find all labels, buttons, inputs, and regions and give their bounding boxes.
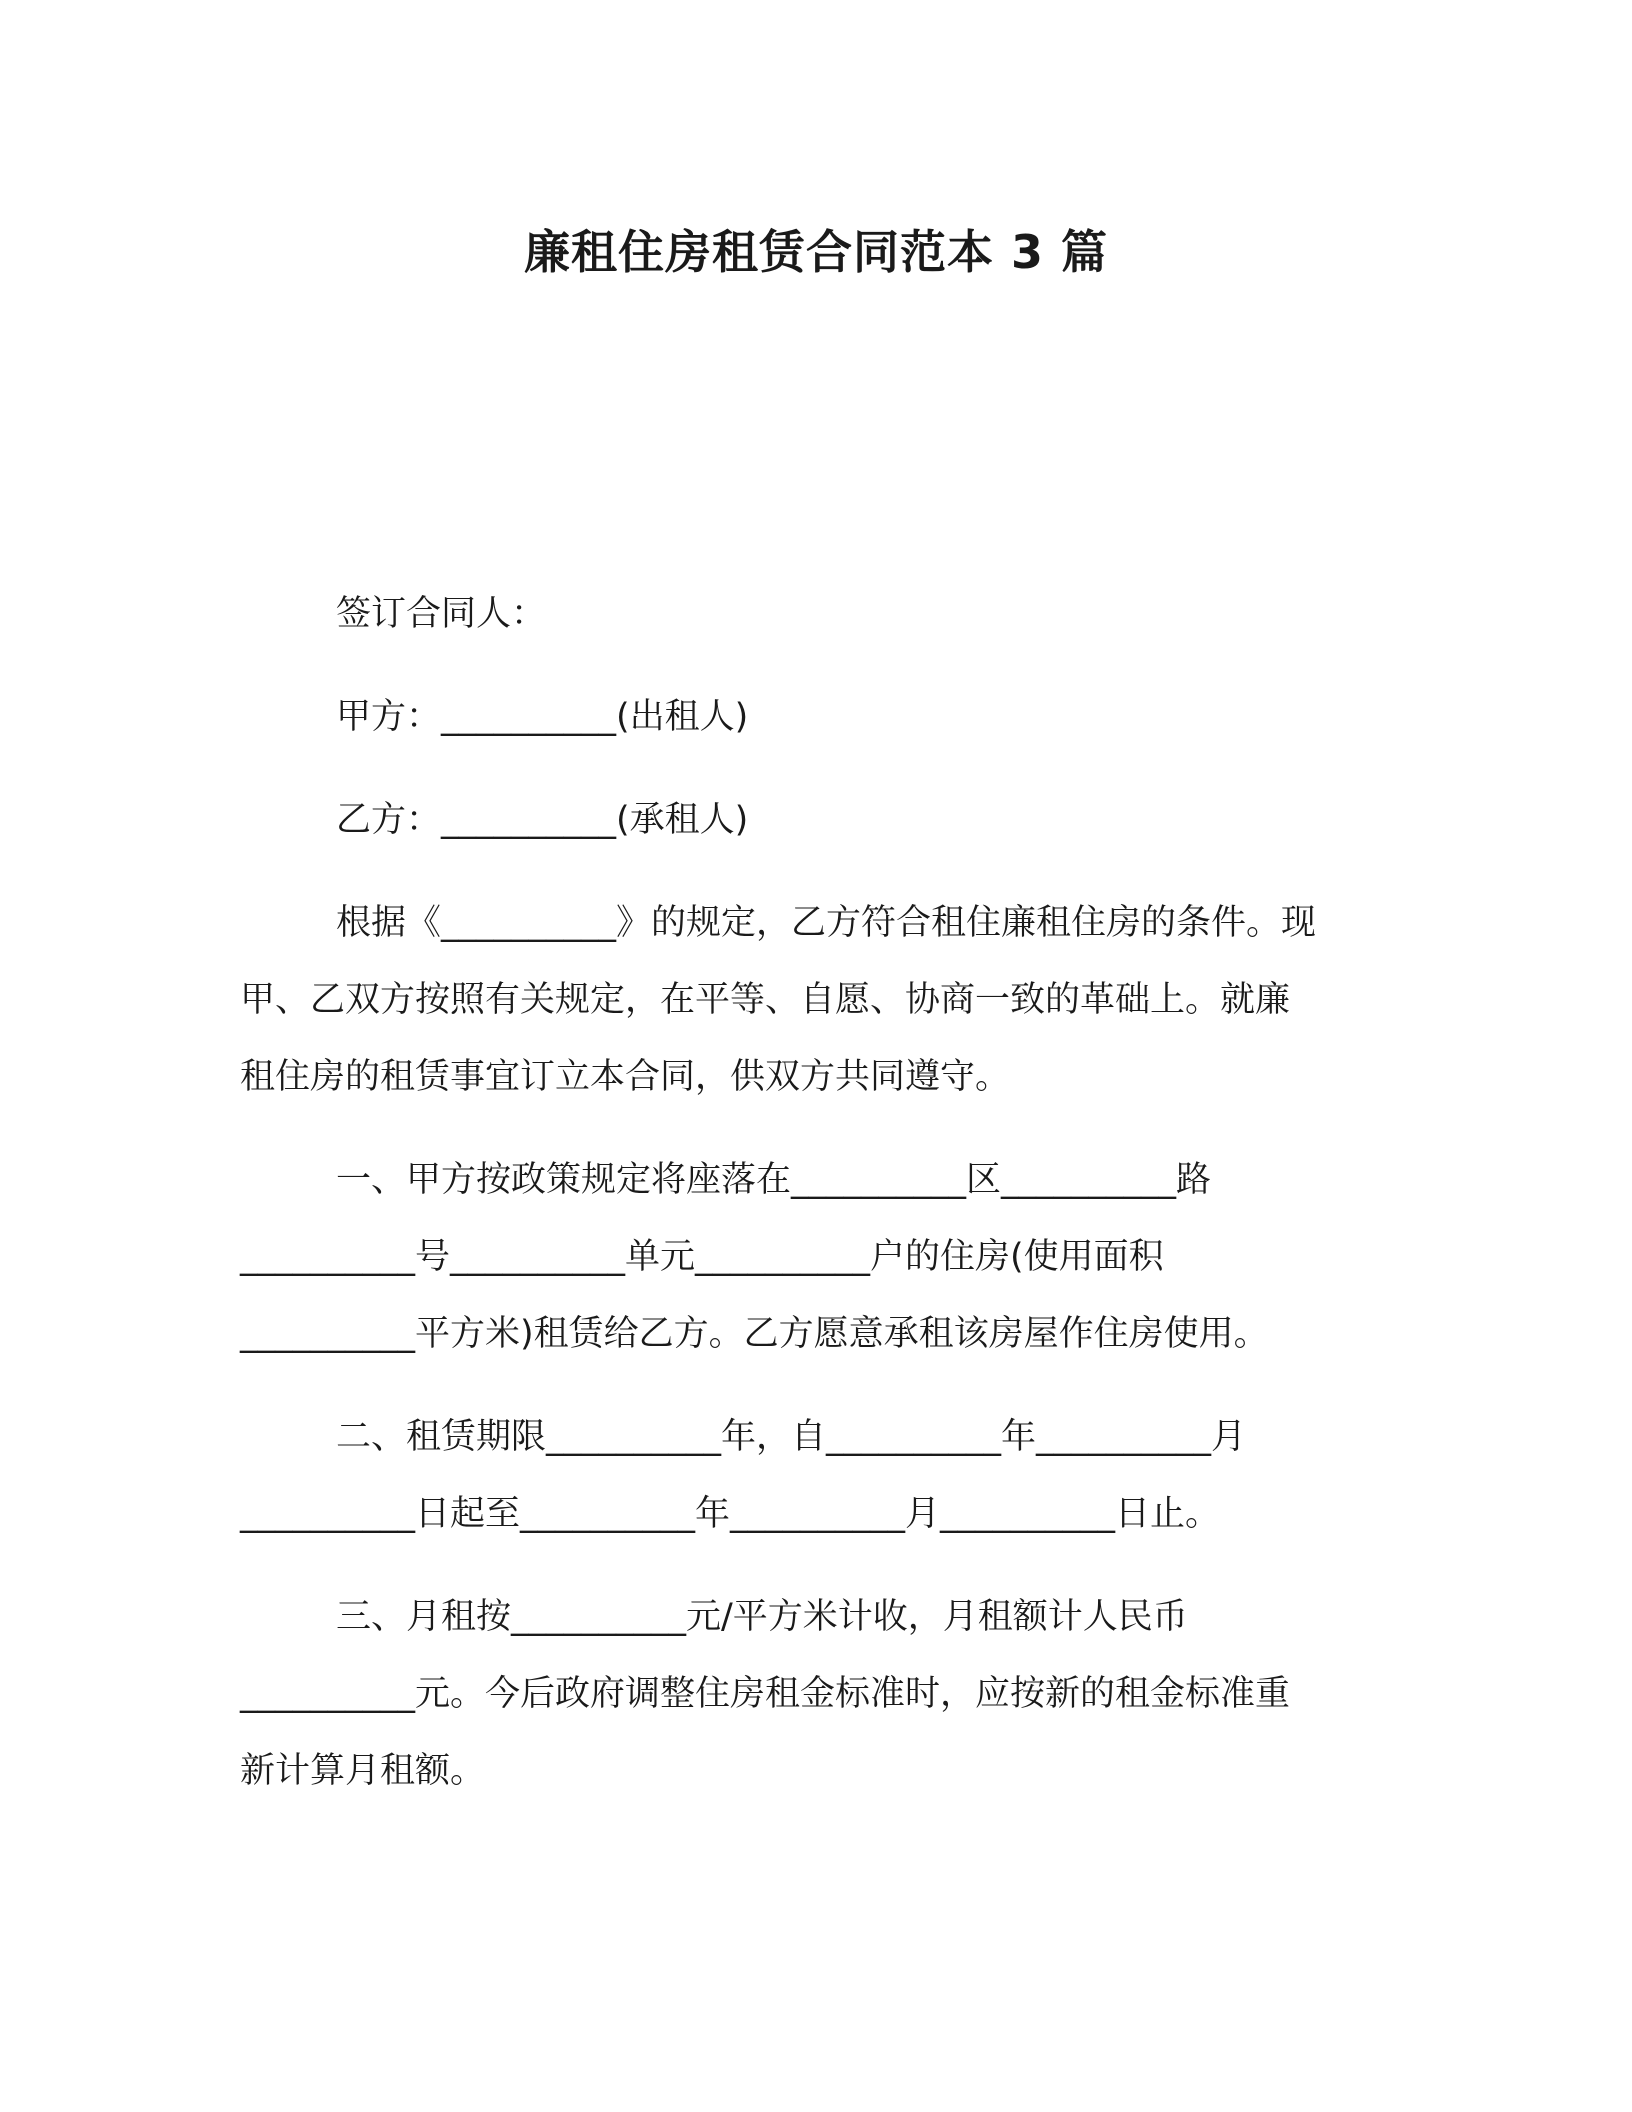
preamble-line: 租住房的租赁事宜订立本合同，供双方共同遵守。 xyxy=(240,1057,1011,1097)
clause-1-line: 一、甲方按政策规定将座落在__________区__________路 xyxy=(336,1160,1212,1200)
signatories-label: 签订合同人： xyxy=(336,594,547,634)
clause-3-paragraph xyxy=(240,1579,1400,1810)
clause-1-line: __________平方米)租赁给乙方。乙方愿意承租该房屋作住房使用。 xyxy=(240,1314,1269,1354)
preamble-line: 根据《__________》的规定，乙方符合租住廉租住房的条件。现 xyxy=(336,903,1317,943)
clause-3-line: __________元。今后政府调整住房租金标准时，应按新的租金标准重 xyxy=(240,1674,1291,1714)
document-title: 廉租住房租赁合同范本 3 篇 xyxy=(523,225,1109,279)
party-a-line: 甲方：__________(出租人) xyxy=(336,697,749,737)
party-b-line: 乙方：__________(承租人) xyxy=(336,800,749,840)
clause-2-line: 二、租赁期限__________年，自__________年__________月 xyxy=(336,1417,1247,1457)
preamble-paragraph xyxy=(240,885,1400,1116)
clause-1-paragraph xyxy=(240,1142,1400,1373)
preamble-line: 甲、乙双方按照有关规定，在平等、自愿、协商一致的革础上。就廉 xyxy=(240,980,1291,1020)
clause-3-line: 三、月租按__________元/平方米计收，月租额计人民币 xyxy=(336,1597,1188,1637)
clause-1-line: __________号__________单元__________户的住房(使用面积 xyxy=(240,1237,1164,1277)
clause-2-paragraph xyxy=(240,1399,1400,1553)
document-body xyxy=(240,576,1400,1810)
clause-2-line: __________日起至__________年__________月__________日止。 xyxy=(240,1494,1221,1534)
clause-3-line: 新计算月租额。 xyxy=(240,1751,486,1791)
